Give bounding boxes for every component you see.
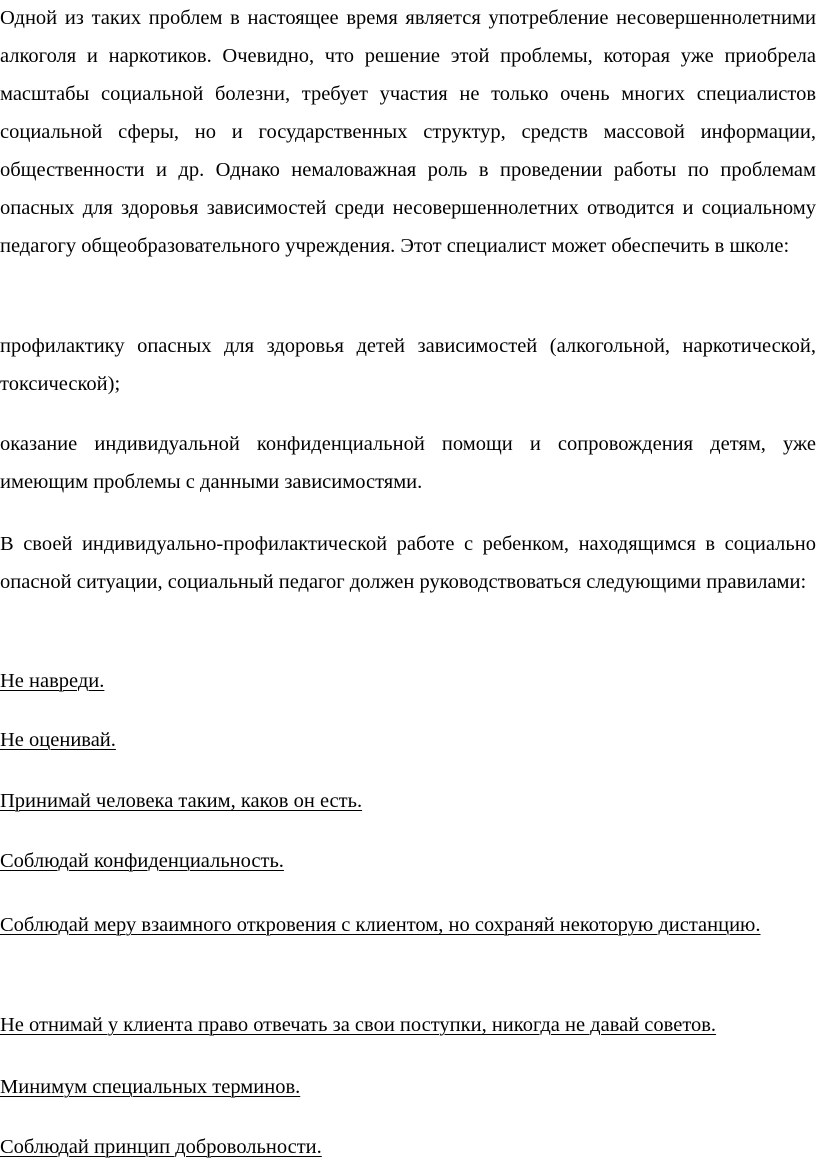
list-item-prevention: профилактику опасных для здоровья детей зависимостей (алкогольной, наркотической, токсической); <box>0 335 816 395</box>
rules-intro-paragraph: В своей индивидуально-профилактической работе с ребенком, находящимся в социально опасной ситуации, социальный педагог должен руководствоваться следующими правилами: <box>0 533 816 593</box>
rule-item: Соблюдай принцип добровольности. <box>0 1136 322 1158</box>
rule-item: Не навреди. <box>0 670 105 692</box>
rule-item: Соблюдай меру взаимного откровения с клиентом, но сохраняй некоторую дистанцию. <box>0 914 761 936</box>
intro-paragraph: Одной из таких проблем в настоящее время является употребление несовершеннолетними алкоголя и наркотиков. Очевидно, что решение этой проблемы, которая уже приобрела масштабы социальной болезни, требует участия не только очень многих специалистов социальной сферы, но и государственных структур, средств массовой информации, общественности и др. Однако немаловажная роль в проведении работы по проблемам опасных для здоровья зависимостей среди несовершеннолетних отводится и социальному педагогу общеобразовательного учреждения. Этот специалист может обеспечить в школе: <box>0 7 816 257</box>
rule-item: Минимум специальных терминов. <box>0 1076 301 1098</box>
rule-item: Соблюдай конфиденциальность. <box>0 850 284 872</box>
list-item-help: оказание индивидуальной конфиденциальной помощи и сопровождения детям, уже имеющим проблемы с данными зависимостями. <box>0 433 816 493</box>
rule-item: Не оценивай. <box>0 729 116 751</box>
rule-item: Принимай человека таким, каков он есть. <box>0 790 363 812</box>
rule-item: Не отнимай у клиента право отвечать за свои поступки, никогда не давай советов. <box>0 1014 717 1036</box>
